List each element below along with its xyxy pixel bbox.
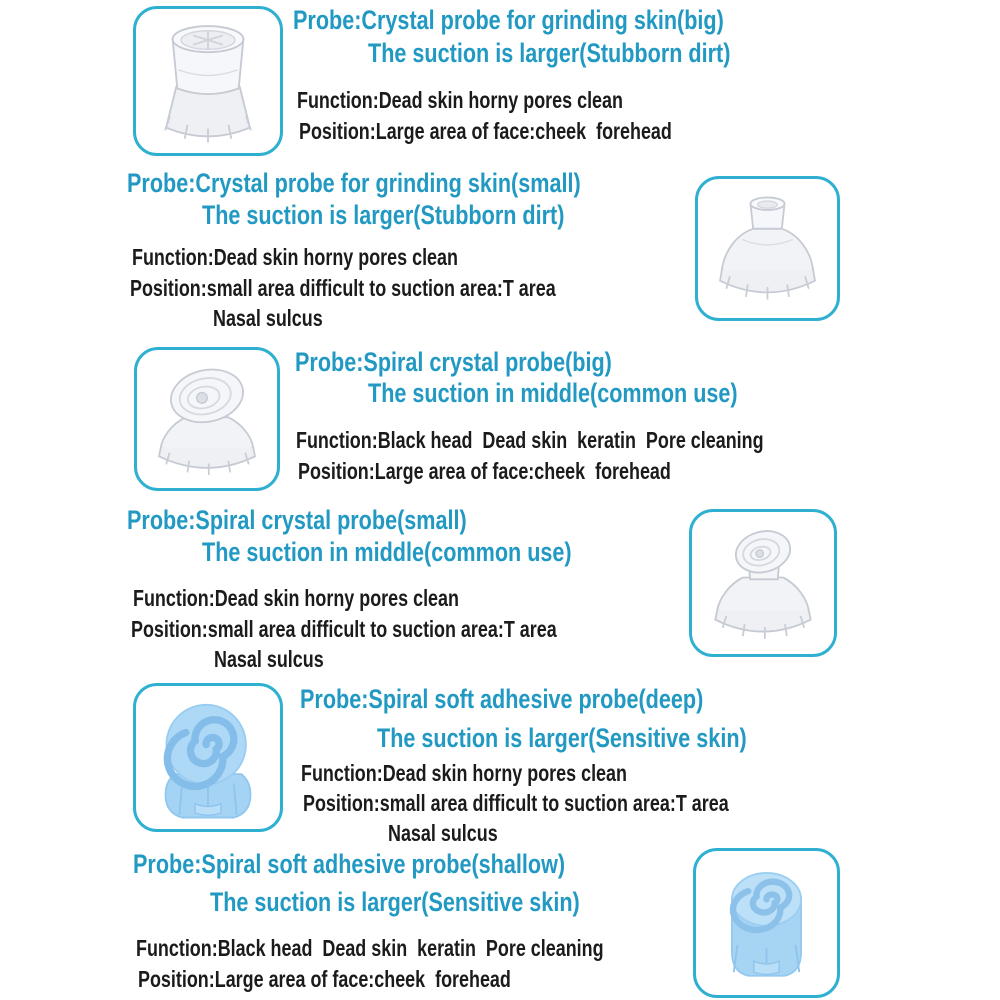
probe-title-line2: The suction in middle(common use): [202, 537, 572, 567]
spiral-crystal-probe-big-icon: [142, 355, 272, 483]
position-text: Position:Large area of face:cheek forehead: [138, 966, 511, 992]
probe-title-line1: Probe:Spiral soft adhesive probe(shallow): [133, 849, 566, 879]
spiral-soft-adhesive-probe-deep-image: [133, 683, 283, 832]
spiral-soft-adhesive-probe-shallow-icon: [701, 856, 832, 990]
probe-title-line2: The suction is larger(Sensitive skin): [377, 723, 747, 753]
crystal-probe-small-icon: [703, 184, 832, 313]
spiral-crystal-probe-big-image: [134, 347, 280, 491]
probe-title-line2: The suction in middle(common use): [368, 378, 738, 408]
crystal-probe-big-image: [133, 6, 283, 156]
function-text: Function:Black head Dead skin keratin Pore cleaning: [296, 427, 764, 453]
spiral-crystal-probe-small-image: [689, 509, 837, 657]
position-text: Position:Large area of face:cheek forehead: [298, 458, 671, 484]
probe-title-line2: The suction is larger(Stubborn dirt): [368, 38, 731, 68]
position-text: Position:small area difficult to suction area:T area: [303, 790, 729, 816]
spiral-soft-adhesive-probe-shallow-image: [693, 848, 840, 998]
function-text: Function:Dead skin horny pores clean: [132, 244, 458, 270]
position-extra-text: Nasal sulcus: [388, 820, 498, 846]
position-text: Position:small area difficult to suction area:T area: [131, 616, 557, 642]
crystal-probe-big-icon: [141, 14, 275, 148]
crystal-probe-small-image: [695, 176, 840, 321]
position-extra-text: Nasal sulcus: [213, 305, 323, 331]
probe-title-line1: Probe:Spiral crystal probe(big): [295, 347, 612, 377]
position-text: Position:small area difficult to suction area:T area: [130, 275, 556, 301]
probe-title-line1: Probe:Crystal probe for grinding skin(small): [127, 168, 581, 198]
spiral-soft-adhesive-probe-deep-icon: [141, 691, 275, 824]
function-text: Function:Dead skin horny pores clean: [301, 760, 627, 786]
probe-title-line2: The suction is larger(Sensitive skin): [210, 887, 580, 917]
function-text: Function:Dead skin horny pores clean: [297, 87, 623, 113]
probe-title-line1: Probe:Spiral soft adhesive probe(deep): [300, 684, 704, 714]
probe-title-line2: The suction is larger(Stubborn dirt): [202, 200, 565, 230]
spiral-crystal-probe-small-icon: [697, 517, 829, 649]
position-extra-text: Nasal sulcus: [214, 646, 324, 672]
function-text: Function:Black head Dead skin keratin Pore cleaning: [136, 935, 604, 961]
position-text: Position:Large area of face:cheek forehead: [299, 118, 672, 144]
function-text: Function:Dead skin horny pores clean: [133, 585, 459, 611]
probe-title-line1: Probe:Spiral crystal probe(small): [127, 505, 467, 535]
probe-title-line1: Probe:Crystal probe for grinding skin(big): [293, 5, 724, 35]
